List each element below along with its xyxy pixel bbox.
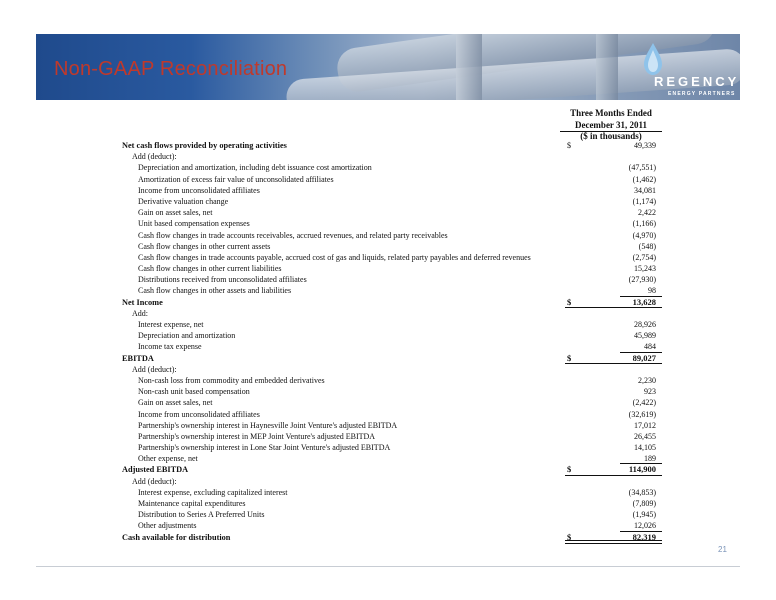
row-value: 2,422 [638, 208, 656, 218]
table-row [120, 308, 662, 319]
table-row [120, 375, 662, 386]
row-label: Cash flow changes in other assets and liabilities [138, 286, 292, 296]
row-label: Add (deduct): [132, 476, 177, 486]
table-row [120, 174, 662, 185]
row-value: (4,970) [632, 230, 656, 240]
table-row [120, 409, 662, 420]
row-label: Net cash flows provided by operating activities [122, 141, 287, 150]
row-label: Unit based compensation expenses [138, 219, 250, 229]
footer-divider [36, 566, 740, 567]
row-value: 82,319 [632, 531, 656, 542]
double-underline [565, 540, 662, 544]
row-value: 17,012 [634, 420, 656, 430]
column-header-units: ($ in thousands) [580, 131, 642, 141]
row-value: (27,930) [628, 275, 656, 285]
row-value: (1,945) [632, 510, 656, 520]
banner-post-image [456, 34, 482, 100]
row-label: Partnership's ownership interest in Lone Star Joint Venture's adjusted EBITDA [138, 443, 391, 453]
row-value: 15,243 [634, 264, 656, 274]
table-row [120, 509, 662, 520]
table-row [120, 330, 662, 341]
row-currency-symbol: $ [567, 296, 572, 307]
table-total-row [120, 297, 662, 308]
row-label: EBITDA [122, 353, 154, 363]
row-value: (2,422) [632, 398, 656, 408]
row-currency-symbol: $ [567, 141, 571, 150]
row-label: Cash flow changes in other current liabilities [138, 264, 282, 274]
table-row [120, 442, 662, 453]
row-label: Cash flow changes in trade accounts payable, accrued cost of gas and liquids, related party payables and deferred revenues [138, 252, 531, 262]
table-row [120, 185, 662, 196]
row-label: Depreciation and amortization, including debt issuance cost amortization [138, 163, 372, 173]
row-value: 923 [644, 387, 656, 397]
row-label: Non-cash loss from commodity and embedded derivatives [138, 375, 325, 385]
row-label: Interest expense, net [138, 320, 204, 329]
row-value: (1,174) [632, 196, 656, 206]
row-value: 2,230 [638, 375, 656, 385]
row-value: 89,027 [632, 352, 656, 363]
logo-subtitle: ENERGY PARTNERS [668, 91, 736, 97]
table-row [120, 386, 662, 397]
row-value: (32,619) [628, 409, 656, 419]
table-row [120, 453, 662, 464]
row-label: Depreciation and amortization [138, 331, 236, 341]
table-row [120, 252, 662, 263]
table-row [120, 207, 662, 218]
row-value: 98 [648, 286, 656, 296]
row-label: Cash available for distribution [122, 532, 231, 542]
row-value: (2,754) [632, 252, 656, 262]
row-value: 13,628 [632, 296, 656, 307]
table-row [120, 285, 662, 296]
row-label: Income from unconsolidated affiliates [138, 185, 260, 195]
row-value: 189 [644, 454, 656, 464]
row-label: Income tax expense [138, 342, 202, 352]
row-value: 45,989 [634, 331, 656, 341]
row-label: Add: [132, 308, 148, 318]
table-row [120, 263, 662, 274]
row-value: (1,462) [632, 174, 656, 184]
row-label: Income from unconsolidated affiliates [138, 409, 260, 419]
row-label: Distribution to Series A Preferred Units [138, 510, 265, 520]
row-value: 114,900 [628, 464, 656, 475]
table-row [120, 476, 662, 487]
table-row [120, 319, 662, 330]
row-currency-symbol: $ [567, 531, 572, 542]
row-value: (34,853) [628, 487, 656, 497]
row-value: 34,081 [634, 185, 656, 195]
table-row [120, 341, 662, 352]
row-label: Other adjustments [138, 521, 197, 531]
table-row [120, 498, 662, 509]
row-value: 49,339 [634, 141, 656, 150]
row-value: 28,926 [634, 320, 656, 329]
table-row [120, 162, 662, 173]
row-label: Partnership's ownership interest in MEP Joint Venture's adjusted EBITDA [138, 431, 376, 441]
page-number: 21 [718, 545, 727, 554]
logo-name: REGENCY [654, 74, 740, 89]
table-total-row [120, 532, 662, 543]
row-label: Cash flow changes in trade accounts receivables, accrued revenues, and related party receivables [138, 230, 448, 240]
table-row [120, 151, 662, 162]
row-label: Add (deduct): [132, 152, 177, 162]
row-label: Interest expense, excluding capitalized interest [138, 487, 288, 497]
row-label: Other expense, net [138, 454, 198, 464]
row-value: (1,166) [632, 219, 656, 229]
row-value: (548) [638, 241, 656, 251]
reconciliation-table [120, 140, 662, 543]
row-label: Cash flow changes in other current assets [138, 241, 271, 251]
table-row [120, 364, 662, 375]
row-currency-symbol: $ [567, 352, 572, 363]
row-label: Gain on asset sales, net [138, 398, 213, 408]
row-value: 14,105 [634, 443, 656, 453]
table-row [120, 397, 662, 408]
row-label: Partnership's ownership interest in Haynesville Joint Venture's adjusted EBITDA [138, 420, 398, 430]
table-row [120, 274, 662, 285]
row-value: (47,551) [628, 163, 656, 173]
row-value: (7,809) [632, 499, 656, 508]
table-row [120, 140, 662, 151]
table-row [120, 431, 662, 442]
row-value: 12,026 [634, 521, 656, 531]
column-header-date: December 31, 2011 [560, 120, 662, 132]
table-row [120, 196, 662, 207]
table-row [120, 420, 662, 431]
row-value: 484 [644, 342, 656, 352]
table-row [120, 487, 662, 498]
table-row [120, 241, 662, 252]
row-label: Derivative valuation change [138, 196, 229, 206]
row-label: Adjusted EBITDA [122, 465, 189, 475]
row-label: Net Income [122, 297, 163, 307]
column-header-period: Three Months Ended [570, 108, 652, 118]
row-value: 26,455 [634, 431, 656, 441]
row-label: Distributions received from unconsolidated affiliates [138, 275, 307, 285]
row-label: Maintenance capital expenditures [138, 499, 246, 508]
row-label: Non-cash unit based compensation [138, 387, 250, 397]
table-total-row [120, 353, 662, 364]
flame-drop-icon [642, 42, 664, 76]
company-logo [640, 42, 740, 98]
row-currency-symbol: $ [567, 464, 572, 475]
table-row [120, 520, 662, 531]
row-label: Add (deduct): [132, 364, 177, 374]
row-label: Gain on asset sales, net [138, 208, 213, 218]
row-label: Amortization of excess fair value of unconsolidated affiliates [138, 174, 334, 184]
table-total-row [120, 464, 662, 475]
banner-post-image [596, 34, 618, 100]
slide-title: Non-GAAP Reconciliation [54, 58, 288, 80]
table-row [120, 230, 662, 241]
table-row [120, 218, 662, 229]
